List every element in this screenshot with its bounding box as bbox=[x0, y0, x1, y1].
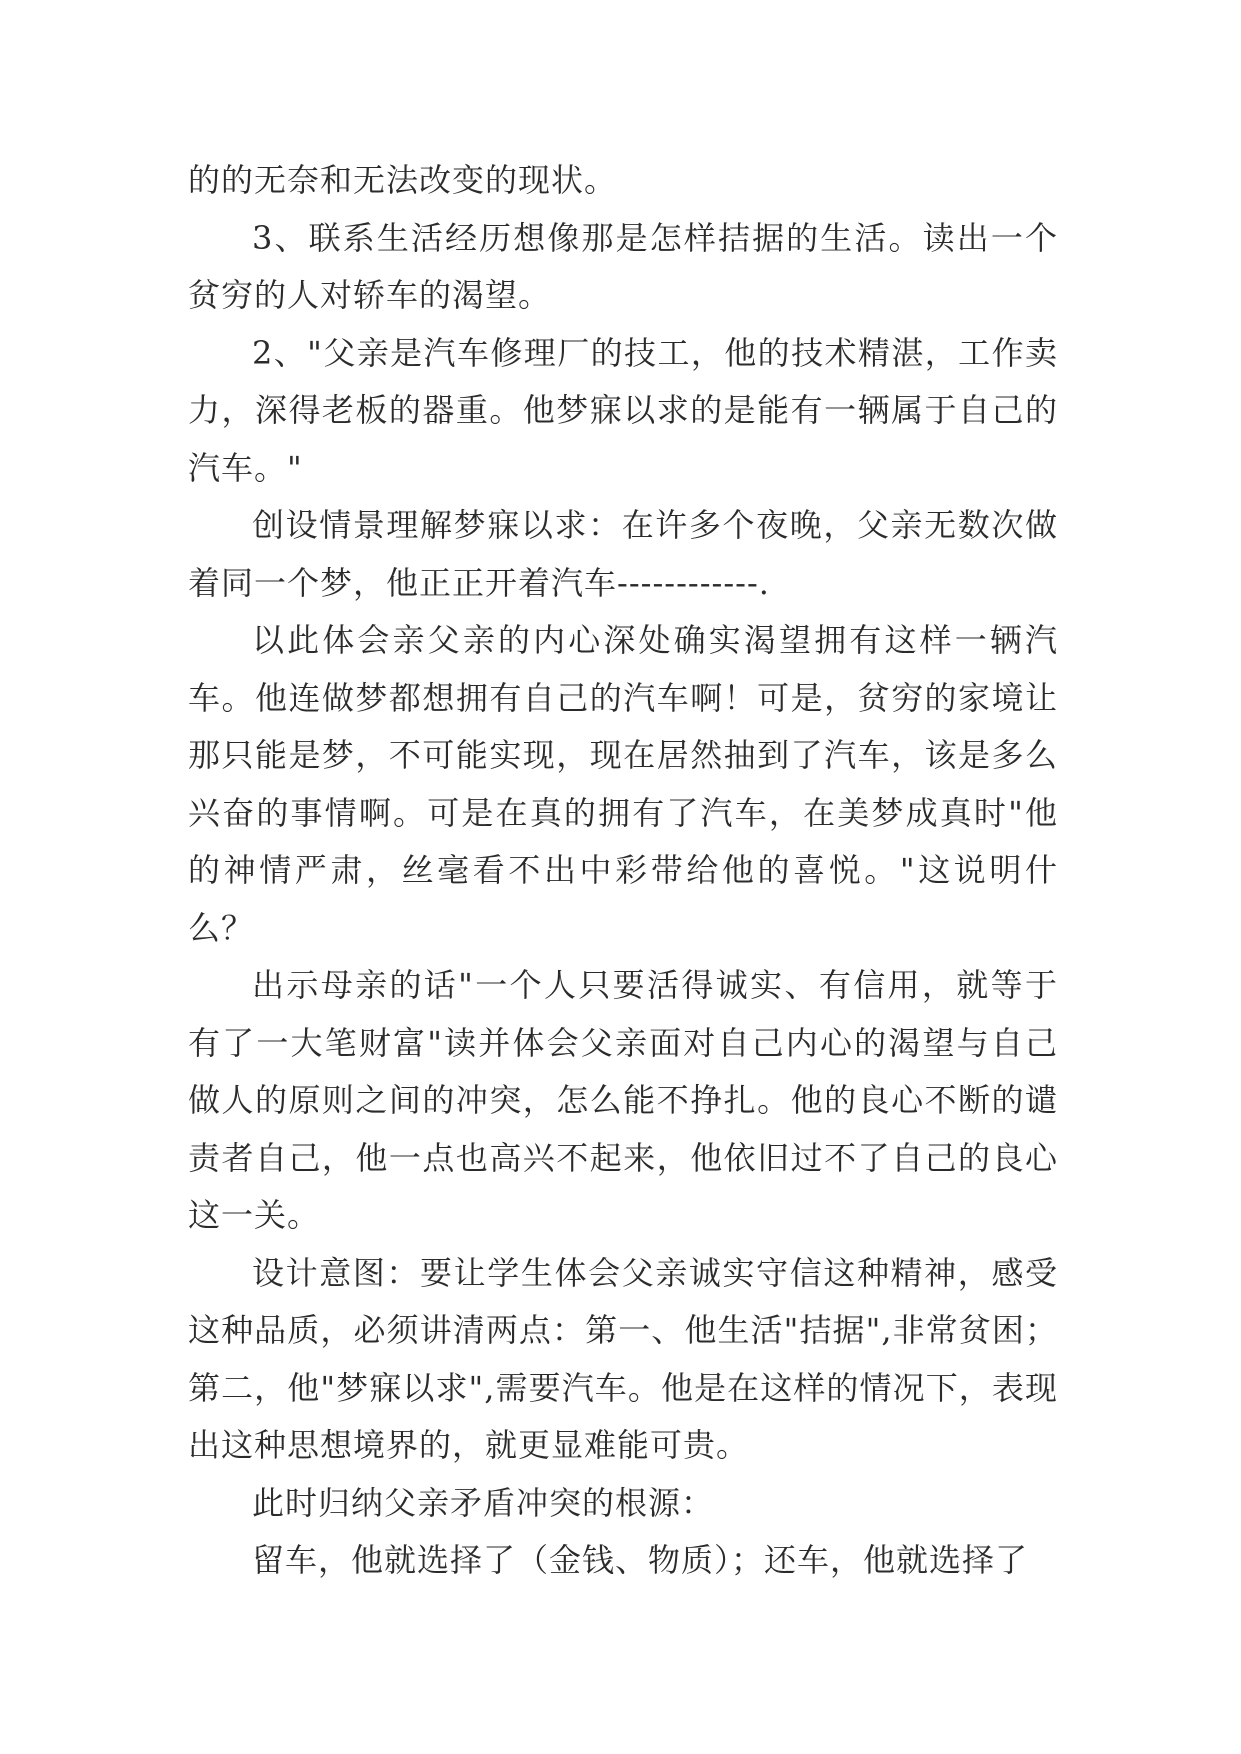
paragraph-1: 的的无奈和无法改变的现状。 bbox=[188, 161, 618, 199]
paragraph-6: 出示母亲的话"一个人只要活得诚实、有信用，就等于有了一大笔财富"读并体会父亲面对自己内心的渴望与自己做人的原则之间的冲突，怎么能不挣扎。他的良心不断的谴责者自己，他一点也高兴不起来，他依旧过不了自己的良心这一关。 bbox=[188, 966, 1058, 1234]
paragraph-7: 设计意图：要让学生体会父亲诚实守信这种精神，感受这种品质，必须讲清两点：第一、他生活"拮据",非常贫困；第二，他"梦寐以求",需要汽车。他是在这样的情况下，表现出这种思想境界的，就更显难能可贵。 bbox=[188, 1253, 1058, 1464]
document-body bbox=[188, 152, 1058, 1590]
paragraph-4: 创设情景理解梦寐以求：在许多个夜晚，父亲无数次做着同一个梦，他正正开着汽车------------. bbox=[188, 506, 1058, 602]
paragraph-8: 此时归纳父亲矛盾冲突的根源： bbox=[252, 1483, 715, 1522]
paragraph-5: 以此体会亲父亲的内心深处确实渴望拥有这样一辆汽车。他连做梦都想拥有自己的汽车啊！可是，贫穷的家境让那只能是梦，不可能实现，现在居然抽到了汽车，该是多么兴奋的事情啊。可是在真的拥有了汽车，在美梦成真时"他的神情严肃，丝毫看不出中彩带给他的喜悦。"这说明什么？ bbox=[188, 621, 1058, 947]
paragraph-9: 留车，他就选择了（金钱、物质）；还车，他就选择了 bbox=[252, 1541, 1029, 1579]
paragraph-3: 2、"父亲是汽车修理厂的技工，他的技术精湛，工作卖力，深得老板的器重。他梦寐以求的是能有一辆属于自己的汽车。" bbox=[188, 333, 1058, 487]
paragraph-2: 3、联系生活经历想像那是怎样拮据的生活。读出一个贫穷的人对轿车的渴望。 bbox=[188, 218, 1058, 314]
